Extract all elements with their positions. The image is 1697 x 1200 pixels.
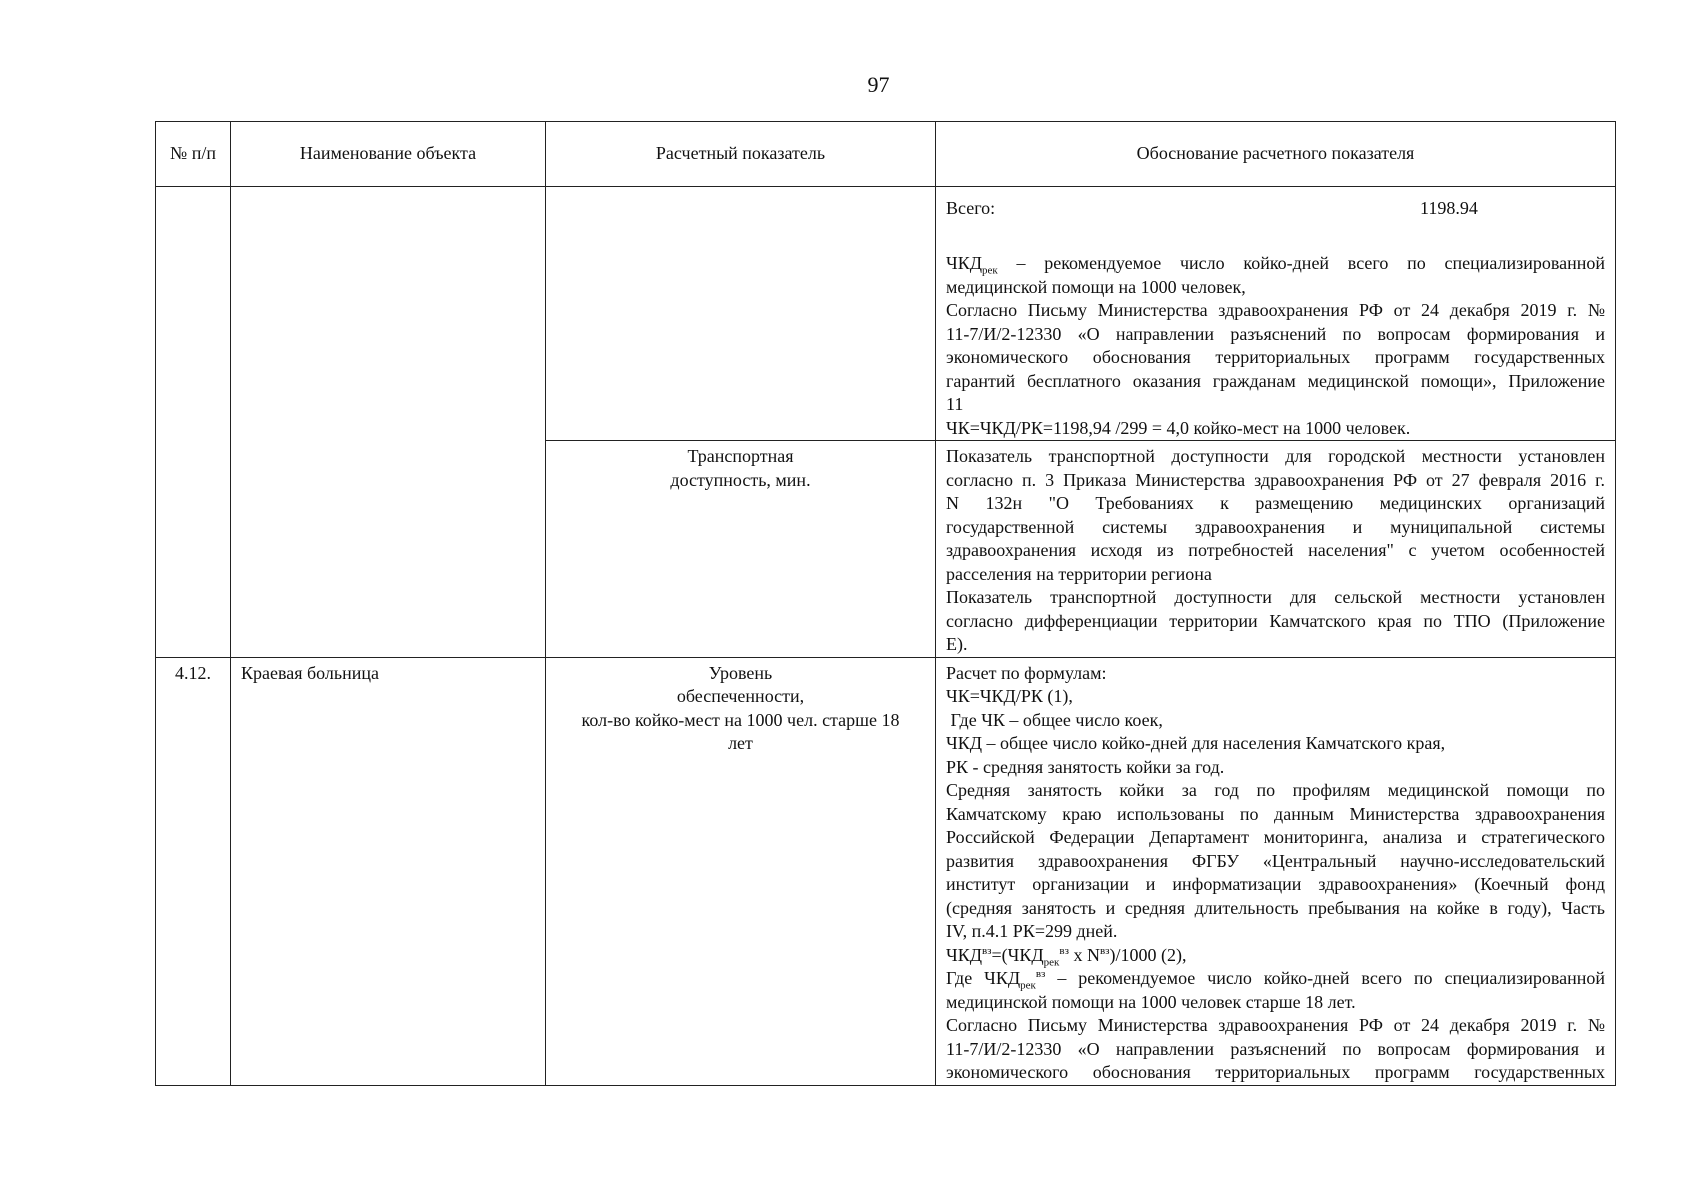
cell-justification <box>936 187 1616 441</box>
text-line: Показатель транспортной доступности для городской местности установлен <box>946 446 1605 466</box>
header-number: № п/п <box>156 122 231 187</box>
table-row <box>156 657 1616 1085</box>
text-line: государственной системы здравоохранения и муниципальной системы <box>946 516 1605 537</box>
cell-indicator-transport <box>546 441 936 658</box>
text-line: ЧК=ЧКД/РК=1198,94 /299 = 4,0 койко-мест на 1000 человек. <box>946 417 1411 438</box>
text-line: Согласно Письму Министерства здравоохранения РФ от 24 декабря 2019 г. № <box>946 300 1605 320</box>
text-line: согласно п. 3 Приказа Министерства здравоохранения РФ от 27 февраля 2016 г. <box>946 469 1605 490</box>
text-line: 11-7/И/2-12330 «О направлении разъяснений по вопросам формирования и <box>946 323 1605 344</box>
text-line: Показатель транспортной доступности для сельской местности установлен <box>946 587 1605 607</box>
text-line: IV, п.4.1 РК=299 дней. <box>946 921 1118 941</box>
indicator-line: обеспеченности, <box>676 686 805 706</box>
text-line: здравоохранения исходя из потребностей населения" с учетом особенностей <box>946 540 1605 560</box>
indicator-line: доступность, мин. <box>670 469 811 490</box>
cell-number: 4.12. <box>156 657 231 1085</box>
total-line <box>946 187 1605 231</box>
text-line: Где ЧК – общее число коек, <box>946 709 1163 730</box>
text-line: РК - средняя занятость койки за год. <box>946 756 1225 777</box>
text-line: Где $ЧКД_{рек}^{вз}$ – рекомендуемое число койко-дней всего по специализированной <box>946 968 1605 992</box>
text-line: (средняя занятость и средняя длительность пребывания на койке в году), Часть <box>946 897 1605 918</box>
text-line: N 132н "О Требованиях к размещению медицинских организаций <box>946 493 1605 513</box>
text-line: Камчатскому краю использованы по данным Министерства здравоохранения <box>946 803 1605 824</box>
text-line: 11-7/И/2-12330 «О направлении разъяснений по вопросам формирования и <box>946 1038 1605 1059</box>
text-line: расселения на территории региона <box>946 563 1212 584</box>
text-line: экономического обоснования территориальных программ государственных <box>946 347 1605 367</box>
text-line: Российской Федерации Департамент мониторинга, анализа и стратегического <box>946 827 1605 847</box>
indicator-line: лет <box>728 733 753 753</box>
text-line: медицинской помощи на 1000 человек старше 18 лет. <box>946 991 1356 1012</box>
cell-object-name: Краевая больница <box>231 657 546 1085</box>
page-number: 97 <box>867 72 890 97</box>
cell-name-empty <box>231 187 546 658</box>
text-line: ЧКД – общее число койко-дней для населения Камчатского края, <box>946 733 1446 753</box>
total-value: 1198.94 <box>1420 198 1478 218</box>
header-object-name: Наименование объекта <box>231 122 546 187</box>
indicator-table <box>155 121 1616 1086</box>
formula-line: $ЧКД^{вз}=(ЧКД_{рек}^{вз}$ x $N^{вз})/1000$ (2), <box>946 944 1187 969</box>
indicator-line: Уровень <box>708 662 773 683</box>
table-row <box>156 187 1616 441</box>
text-line: Средняя занятость койки за год по профилям медицинской помощи по <box>946 780 1605 800</box>
cell-number-empty <box>156 187 231 658</box>
text-line: ЧК=ЧКД/РК (1), <box>946 686 1073 706</box>
text-line: Е). <box>946 634 968 654</box>
text-line: институт организации и информатизации здравоохранения» (Коечный фонд <box>946 874 1605 894</box>
text-line: гарантий бесплатного оказания гражданам медицинской помощи», Приложение <box>946 370 1605 391</box>
text-line: развития здравоохранения ФГБУ «Центральный научно-исследовательский <box>946 850 1605 871</box>
text-line: экономического обоснования территориальных программ государственных <box>946 1062 1605 1082</box>
header-indicator: Расчетный показатель <box>546 122 936 187</box>
text-line: 11 <box>946 394 964 414</box>
text-line: Согласно Письму Министерства здравоохранения РФ от 24 декабря 2019 г. № <box>946 1015 1605 1035</box>
cell-justification-transport <box>936 441 1616 658</box>
text-line: согласно дифференциации территории Камчатского края по ТПО (Приложение <box>946 610 1605 631</box>
indicator-line: Транспортная <box>687 446 794 466</box>
text-line: Расчет по формулам: <box>946 662 1107 683</box>
text-line: $ЧКД_{рек}$ – рекомендуемое число койко-дней всего по специализированной <box>946 253 1605 277</box>
cell-justification-hospital <box>936 657 1616 1085</box>
header-justification: Обоснование расчетного показателя <box>936 122 1616 187</box>
cell-indicator-empty <box>546 187 936 441</box>
text-line: медицинской помощи на 1000 человек, <box>946 276 1246 297</box>
table-header-row <box>156 122 1616 187</box>
cell-indicator-level <box>546 657 936 1085</box>
total-label: Всего: <box>946 198 996 218</box>
indicator-line: кол-во койко-мест на 1000 чел. старше 18 <box>581 709 900 730</box>
